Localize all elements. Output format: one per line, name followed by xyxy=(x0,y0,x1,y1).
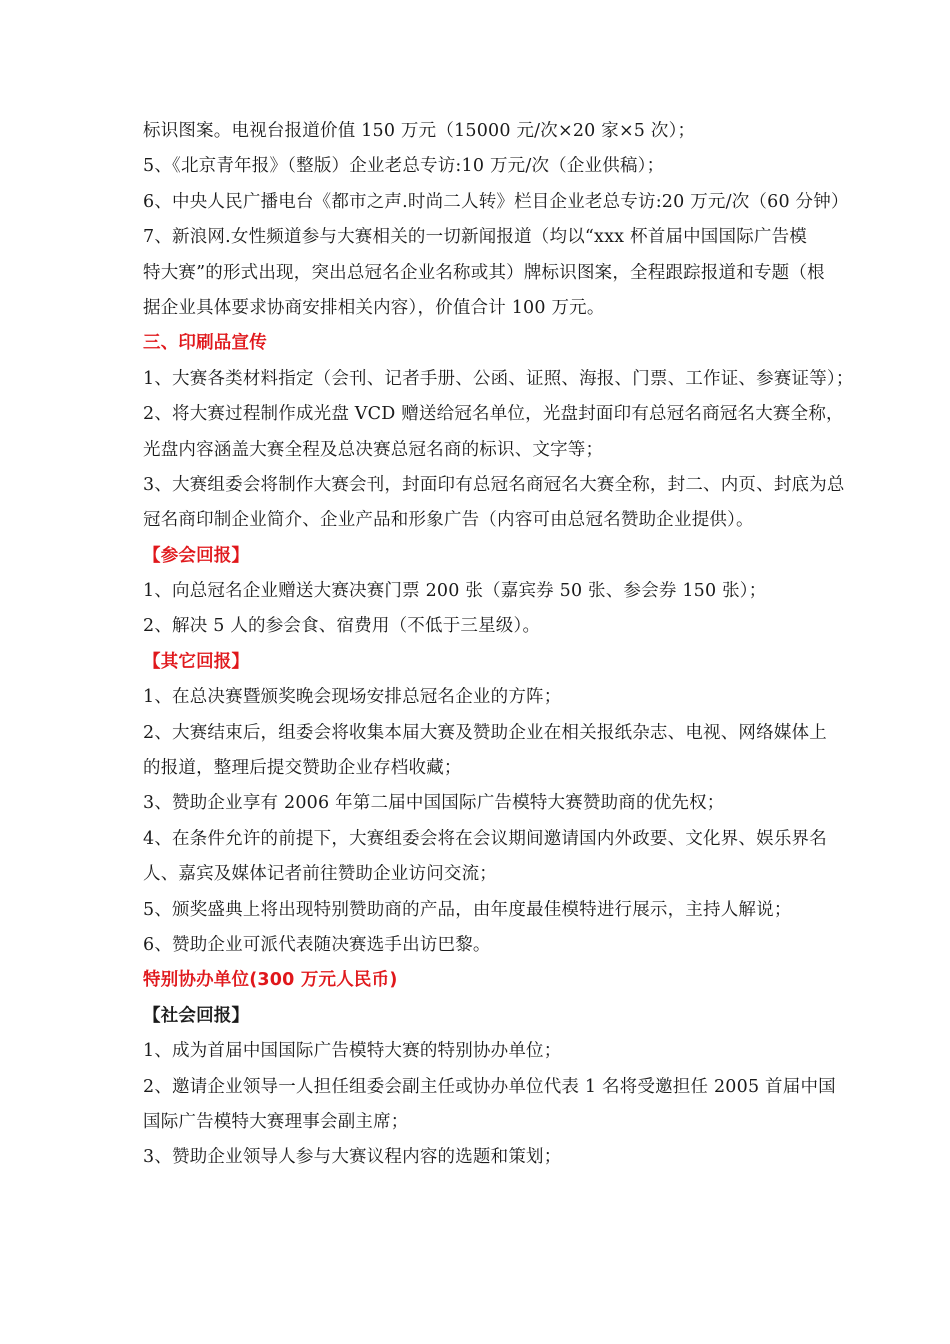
text-line: 5、《北京青年报》（整版）企业老总专访:10 万元/次（企业供稿）； xyxy=(143,156,665,177)
text-line: 2、将大赛过程制作成光盘 VCD 赠送给冠名单位，光盘封面印有总冠名商冠名大赛全称， xyxy=(143,404,844,425)
text-line: 6、赞助企业可派代表随决赛选手出访巴黎。 xyxy=(143,934,491,955)
text-line: 3、赞助企业领导人参与大赛议程内容的选题和策划； xyxy=(143,1147,562,1168)
section-heading: 三、印刷品宣传 xyxy=(143,333,267,354)
text-line: 1、向总冠名企业赠送大赛决赛门票 200 张（嘉宾券 50 张、参会券 150 张）； xyxy=(143,581,767,602)
text-line: 光盘内容涵盖大赛全程及总决赛总冠名商的标识、文字等； xyxy=(143,439,604,460)
section-heading: 【其它回报】 xyxy=(143,651,250,672)
text-line: 1、成为首届中国国际广告模特大赛的特别协办单位； xyxy=(143,1041,562,1062)
text-line: 6、中央人民广播电台《都市之声.时尚二人转》栏目企业老总专访:20 万元/次（60 分钟） xyxy=(143,191,849,212)
text-line: 3、赞助企业享有 2006 年第二届中国国际广告模特大赛赞助商的优先权； xyxy=(143,793,725,814)
text-line: 2、大赛结束后，组委会将收集本届大赛及赞助企业在相关报纸杂志、电视、网络媒体上 xyxy=(143,722,827,743)
text-line: 冠名商印制企业简介、企业产品和形象广告（内容可由总冠名赞助企业提供）。 xyxy=(143,510,754,531)
subsection-heading: 【社会回报】 xyxy=(143,1005,250,1026)
text-line: 据企业具体要求协商安排相关内容），价值合计 100 万元。 xyxy=(143,297,605,318)
text-line: 的报道，整理后提交赞助企业存档收藏； xyxy=(143,758,462,779)
section-heading: 特别协办单位(300 万元人民币) xyxy=(143,970,398,991)
text-line: 2、解决 5 人的参会食、宿费用（不低于三星级）。 xyxy=(143,616,541,637)
text-line: 2、邀请企业领导一人担任组委会副主任或协办单位代表 1 名将受邀担任 2005 首届中国 xyxy=(143,1076,836,1097)
section-heading: 【参会回报】 xyxy=(143,545,250,566)
text-line: 特大赛”的形式出现，突出总冠名企业名称或其）牌标识图案，全程跟踪报道和专题（根 xyxy=(143,262,825,283)
text-line: 1、大赛各类材料指定（会刊、记者手册、公函、证照、海报、门票、工作证、参赛证等）； xyxy=(143,368,854,389)
text-line: 标识图案。电视台报道价值 150 万元（15000 元/次×20 家×5 次）； xyxy=(143,121,696,141)
text-line: 人、嘉宾及媒体记者前往赞助企业访问交流； xyxy=(143,864,497,885)
text-line: 1、在总决赛暨颁奖晚会现场安排总冠名企业的方阵； xyxy=(143,687,562,708)
text-line: 7、新浪网.女性频道参与大赛相关的一切新闻报道（均以“xxx 杯首届中国国际广告模 xyxy=(143,227,808,248)
text-line: 国际广告模特大赛理事会副主席； xyxy=(143,1111,409,1132)
text-line: 5、颁奖盛典上将出现特别赞助商的产品，由年度最佳模特进行展示，主持人解说； xyxy=(143,899,792,920)
text-line: 4、在条件允许的前提下，大赛组委会将在会议期间邀请国内外政要、文化界、娱乐界名 xyxy=(143,828,827,849)
text-line: 3、大赛组委会将制作大赛会刊，封面印有总冠名商冠名大赛全称，封二、内页、封底为总 xyxy=(143,474,845,495)
document-body xyxy=(143,114,854,1176)
